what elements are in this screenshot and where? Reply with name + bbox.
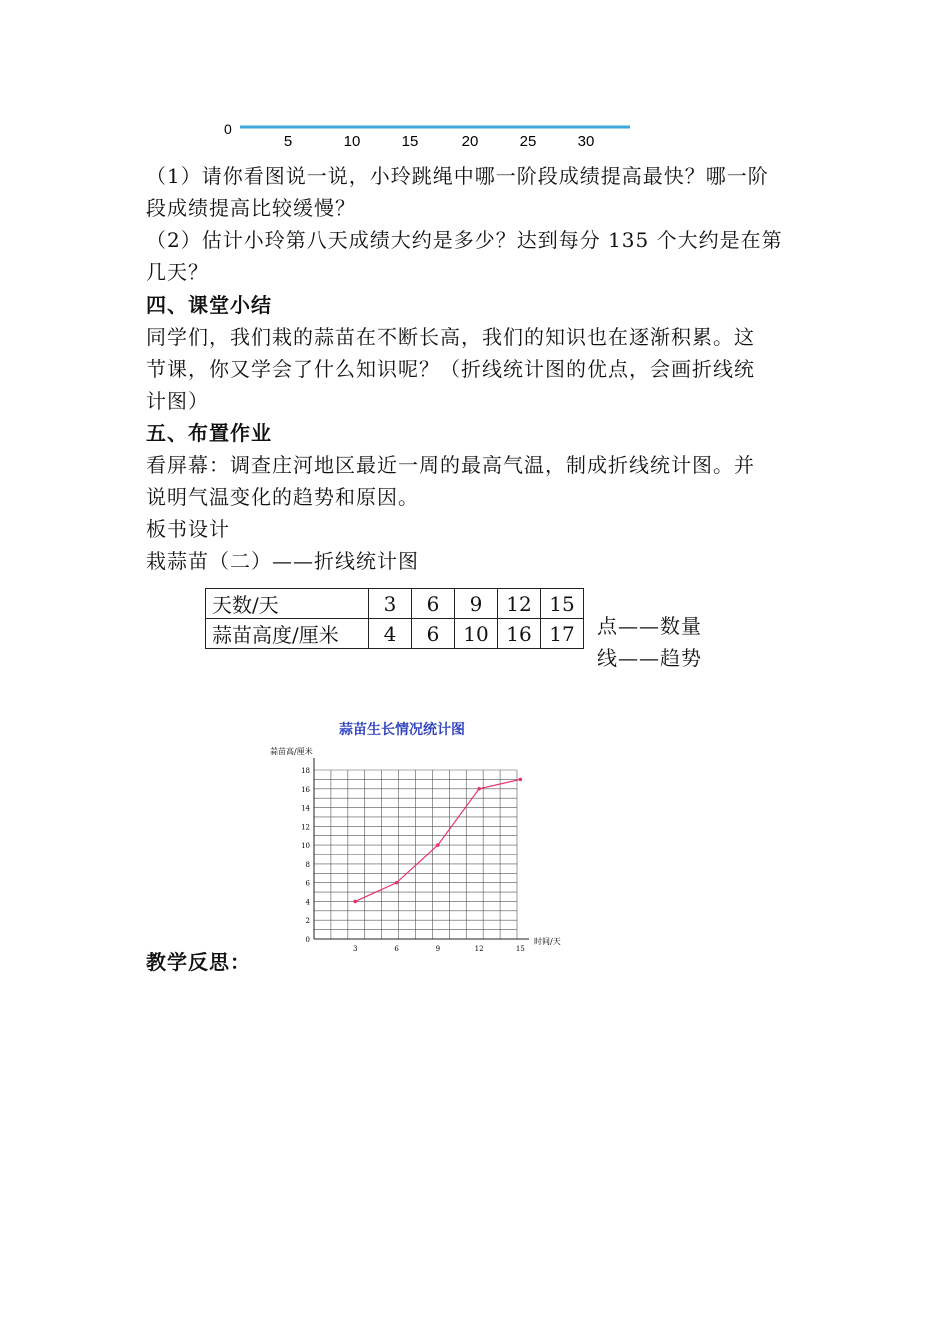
table-cell: 17: [541, 619, 584, 649]
y-tick-label: 16: [301, 785, 310, 794]
y-tick-label: 14: [301, 804, 310, 813]
table-cell: 3: [369, 589, 412, 619]
top-axis-tick: 10: [343, 133, 361, 150]
table-cell: 12: [498, 589, 541, 619]
question-1-line-2: 段成绩提高比较缓慢？: [146, 196, 356, 220]
top-axis-tick: 15: [401, 133, 419, 150]
table-row-header: 天数/天: [206, 589, 369, 619]
top-axis-tick: 25: [519, 133, 537, 150]
section-5-title: 五、布置作业: [146, 421, 272, 445]
y-tick-label: 10: [301, 842, 310, 851]
chart-y-ticks: [301, 767, 310, 944]
board-table: [205, 588, 584, 649]
y-tick-label: 8: [305, 860, 310, 869]
data-point: [395, 881, 399, 885]
chart-x-label: 时间/天: [534, 937, 561, 946]
data-point: [353, 900, 357, 904]
board-label: 板书设计: [146, 517, 230, 541]
top-axis-tick: 5: [283, 133, 293, 150]
table-row: [206, 589, 584, 619]
data-point: [436, 843, 440, 847]
question-2-line-1: （2）估计小玲第八天成绩大约是多少？达到每分 135 个大约是在第: [146, 228, 783, 252]
table-row: [206, 619, 584, 649]
x-tick-label: 15: [515, 945, 525, 953]
chart-grid: [314, 770, 517, 939]
x-tick-label: 9: [435, 945, 441, 953]
data-point: [519, 778, 523, 782]
table-cell: 10: [455, 619, 498, 649]
chart-y-label: 蒜苗高/厘米: [270, 747, 313, 756]
board-subtitle: 栽蒜苗（二）——折线统计图: [146, 549, 419, 573]
x-tick-label: 3: [353, 945, 358, 953]
top-axis-zero: 0: [224, 121, 232, 137]
section-5-line-2: 说明气温变化的趋势和原因。: [146, 485, 419, 509]
table-cell: 16: [498, 619, 541, 649]
section-5-line-1: 看屏幕：调查庄河地区最近一周的最高气温，制成折线统计图。并: [146, 453, 755, 477]
table-cell: 15: [541, 589, 584, 619]
y-tick-label: 12: [301, 823, 310, 832]
section-4-line-3: 计图）: [146, 389, 209, 413]
y-tick-label: 4: [305, 898, 310, 907]
top-axis-tick: 20: [461, 133, 479, 150]
table-cell: 9: [455, 589, 498, 619]
section-4-title: 四、课堂小结: [146, 293, 272, 317]
growth-line-chart: [262, 712, 582, 962]
y-tick-label: 2: [305, 917, 310, 926]
table-cell: 6: [412, 589, 455, 619]
table-cell: 6: [412, 619, 455, 649]
question-2-line-2: 几天？: [146, 260, 209, 284]
data-point: [477, 787, 481, 791]
series-line: [355, 779, 520, 901]
board-note-line: 线——趋势: [597, 646, 702, 670]
table-row-header: 蒜苗高度/厘米: [206, 619, 369, 649]
x-tick-label: 12: [474, 945, 484, 953]
board-note-points: 点——数量: [597, 614, 702, 638]
section-4-line-1: 同学们，我们栽的蒜苗在不断长高，我们的知识也在逐渐积累。这: [146, 325, 755, 349]
top-axis-tick: 30: [577, 133, 595, 150]
top-axis-fragment: [220, 112, 710, 152]
y-tick-label: 6: [305, 879, 310, 888]
table-cell: 4: [369, 619, 412, 649]
reflection-heading: 教学反思：: [146, 950, 251, 974]
y-tick-label: 18: [301, 767, 310, 775]
question-1-line-1: （1）请你看图说一说，小玲跳绳中哪一阶段成绩提高最快？哪一阶: [146, 164, 769, 188]
section-4-line-2: 节课，你又学会了什么知识呢？（折线统计图的优点，会画折线统: [146, 357, 755, 381]
x-tick-label: 6: [394, 945, 399, 953]
y-tick-label: 0: [305, 936, 310, 944]
chart-title: 蒜苗生长情况统计图: [339, 722, 465, 738]
chart-series: [353, 778, 522, 904]
